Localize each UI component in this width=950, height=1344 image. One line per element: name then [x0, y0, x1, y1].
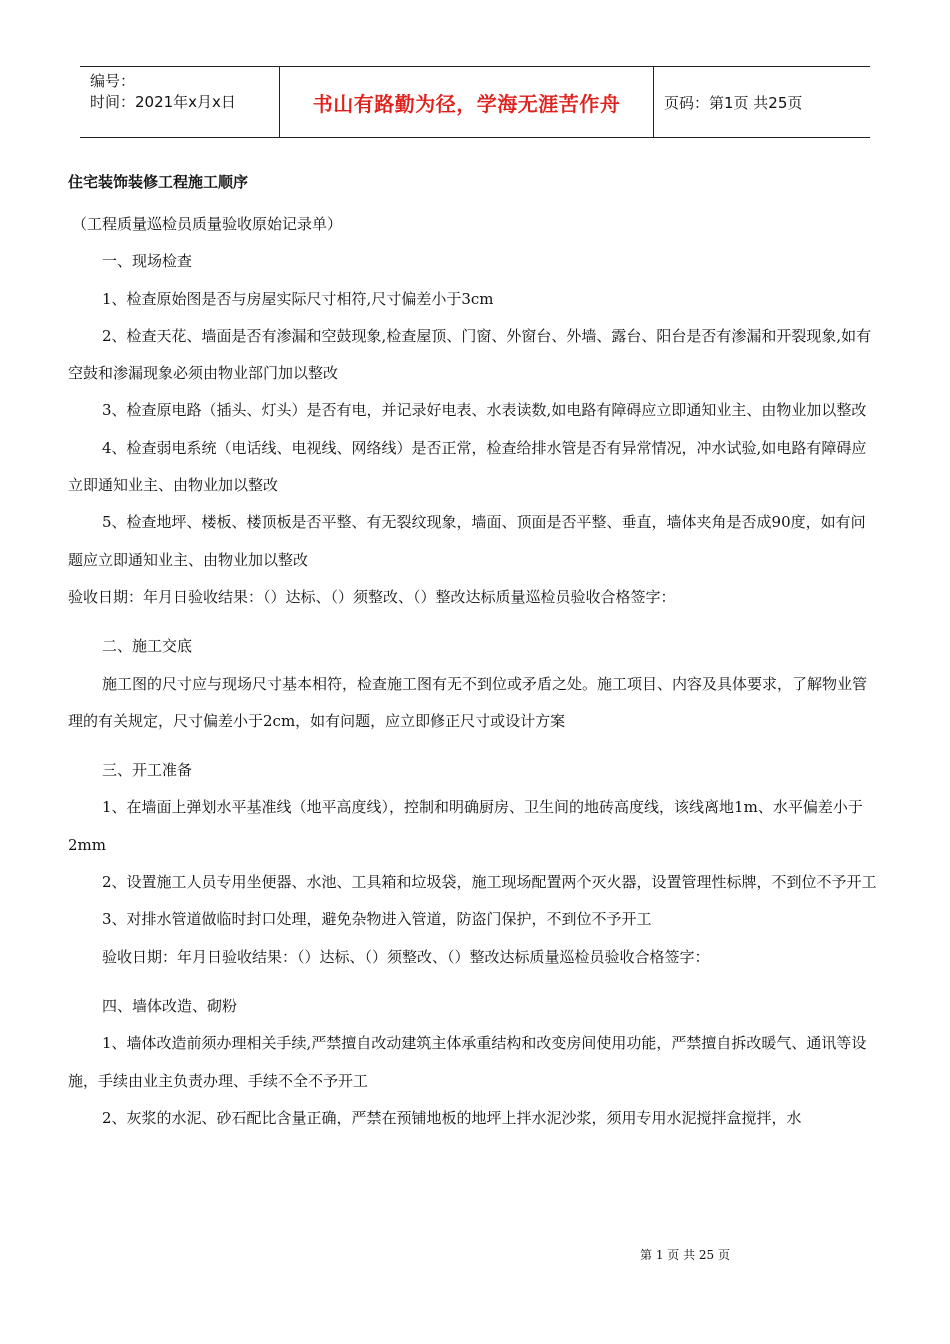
header-motto: 书山有路勤为径，学海无涯苦作舟 — [280, 67, 654, 137]
paragraph: 2、设置施工人员专用坐便器、水池、工具箱和垃圾袋，施工现场配置两个灭火器，设置管理性标牌，不到位不予开工 — [102, 873, 877, 892]
number-label: 编号： — [90, 72, 136, 90]
section-heading: 三、开工准备 — [102, 761, 193, 780]
paragraph: 2、检查天花、墙面是否有渗漏和空鼓现象,检查屋顶、门窗、外窗台、外墙、露台、阳台是否有渗漏和开裂现象,如有空鼓和渗漏现象必须由物业部门加以整改 — [68, 326, 872, 383]
section-heading: 二、施工交底 — [102, 637, 193, 656]
time-label: 时间：2021年x月x日 — [90, 93, 236, 111]
section-heading: 一、现场检查 — [102, 252, 193, 271]
paragraph: 1、在墙面上弹划水平基准线（地平高度线），控制和明确厨房、卫生间的地砖高度线，该线离地1m、水平偏差小于2mm — [68, 798, 863, 854]
acceptance-line: 验收日期：年月日验收结果：（）达标、（）须整改、（）整改达标质量巡检员验收合格签字： — [68, 587, 676, 606]
page-footer: 第 1 页 共 25 页 — [640, 1248, 730, 1262]
header-page-label: 页码：第1页 共25页 — [664, 93, 803, 112]
paragraph: 1、墙体改造前须办理相关手续,严禁擅自改动建筑主体承重结构和改变房间使用功能，严禁擅自拆改暖气、通讯等设施，手续由业主负责办理、手续不全不予开工 — [68, 1034, 867, 1090]
paragraph: 3、检查原电路（插头、灯头）是否有电，并记录好电表、水表读数,如电路有障碍应立即通知业主、由物业加以整改 — [102, 401, 867, 420]
acceptance-line: 验收日期：年月日验收结果：（）达标、（）须整改、（）整改达标质量巡检员验收合格签字： — [102, 947, 710, 966]
section-heading: 四、墙体改造、砌粉 — [102, 996, 238, 1015]
paragraph: 4、检查弱电系统（电话线、电视线、网络线）是否正常，检查给排水管是否有异常情况，冲水试验,如电路有障碍应立即通知业主、由物业加以整改 — [68, 438, 867, 495]
paragraph: 5、检查地坪、楼板、楼顶板是否平整、有无裂纹现象，墙面、顶面是否平整、垂直，墙体夹角是否成90度，如有问题应立即通知业主、由物业加以整改 — [68, 513, 866, 569]
paragraph: 1、检查原始图是否与房屋实际尺寸相符,尺寸偏差小于3cm — [102, 289, 494, 308]
document-subtitle: （工程质量巡检员质量验收原始记录单） — [72, 215, 343, 233]
document-title: 住宅装饰装修工程施工顺序 — [68, 173, 249, 191]
paragraph: 3、对排水管道做临时封口处理，避免杂物进入管道，防盗门保护，不到位不予开工 — [102, 910, 652, 929]
header-meta — [80, 67, 280, 137]
document-body — [68, 172, 880, 1137]
paragraph: 2、灰浆的水泥、砂石配比含量正确，严禁在预铺地板的地坪上拌水泥沙浆，须用专用水泥搅拌盒搅拌，水 — [102, 1108, 802, 1127]
paragraph: 施工图的尺寸应与现场尺寸基本相符，检查施工图有无不到位或矛盾之处。施工项目、内容及具体要求，了解物业管理的有关规定，尺寸偏差小于2cm，如有问题，应立即修正尺寸或设计方案 — [68, 674, 868, 730]
page-header — [80, 66, 870, 138]
